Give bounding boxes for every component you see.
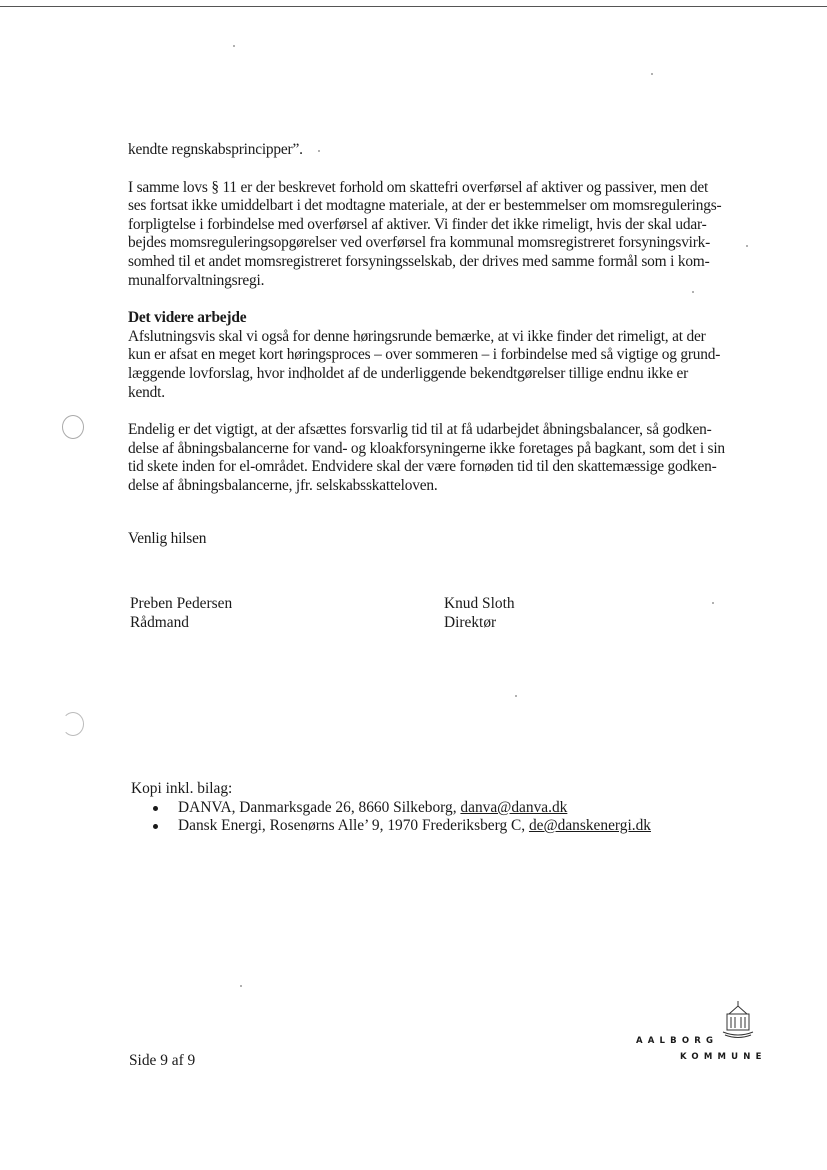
- copy-list: [131, 780, 651, 836]
- scan-speck: [233, 45, 235, 47]
- list-item: Dansk Energi, Rosenørns Alle’ 9, 1970 Frederiksberg C, de@danskenergi.dk: [131, 817, 651, 836]
- closing-greeting: Venlig hilsen: [128, 529, 207, 547]
- text-line: I samme lovs § 11 er der beskrevet forhold om skattefri overførsel af aktiver og passiver, men det: [128, 178, 709, 196]
- text-line: ses fortsat ikke umiddelbart i det modtagne materiale, at der er bestemmelser om momsregulerings-: [128, 197, 722, 215]
- section-heading: Det videre arbejde: [128, 309, 247, 327]
- email-link[interactable]: danva@danva.dk: [460, 798, 568, 816]
- paragraph-continuation: kendte regnskabsprincipper”.: [128, 141, 303, 158]
- text-line: bejdes momsreguleringsopgørelser ved overførsel fra kommunal momsregistreret forsyningsvirk-: [128, 234, 711, 252]
- scan-speck: [240, 985, 242, 987]
- copy-list-label: Kopi inkl. bilag:: [131, 780, 233, 797]
- signatory-name: Preben Pedersen: [130, 595, 233, 612]
- text-line: somhed til et andet momsregistreret forsyningsselskab, der drives med samme formål som i kom-: [128, 252, 710, 270]
- text-line: kendt.: [128, 383, 165, 401]
- signatory-title: Rådmand: [130, 613, 189, 631]
- signatory-title: Direktør: [444, 613, 497, 631]
- list-item: DANVA, Danmarksgade 26, 8660 Silkeborg, danva@danva.dk: [131, 799, 651, 818]
- signature-left: [130, 595, 232, 632]
- paragraph-hearing-process: [128, 328, 748, 402]
- email-link[interactable]: de@danskenergi.dk: [528, 817, 651, 835]
- signature-right: [444, 595, 515, 632]
- text-line: læggende lovforslag, hvor indholdet af de underliggende bekendtgørelser tillige endnu ikke er: [128, 364, 689, 382]
- scan-speck: [651, 73, 653, 75]
- text-line: kun er afsat en meget kort høringsproces – over sommeren – i forbindelse med så vigtige og grund-: [128, 346, 721, 364]
- text-line: munalforvaltningsregi.: [128, 271, 265, 289]
- text-line: Afslutningsvis skal vi også for denne høringsrunde bemærke, at vi ikke finder det rimeligt, at der: [128, 327, 706, 345]
- scan-speck: [515, 695, 517, 697]
- paragraph-opening-balances: [128, 421, 748, 495]
- aalborg-kommune-logo: [636, 1000, 771, 1068]
- page-number: Side 9 af 9: [129, 1052, 196, 1069]
- scan-speck: [712, 602, 714, 604]
- punch-hole-upper: [62, 415, 84, 439]
- letter-body: [128, 141, 748, 548]
- text-line: tid skete inden for el-området. Endvidere skal der være fornøden tid til den skattemæssige godken-: [128, 458, 717, 476]
- text-line: forpligtelse i forbindelse med overførsel af aktiver. Vi finder det ikke rimeligt, hvis der skal udar-: [128, 215, 707, 233]
- top-scan-edge: [0, 6, 827, 7]
- text-line: delse af åbningsbalancerne for vand- og kloakforsyningerne ikke foretages på bagkant, som det i sin: [128, 439, 725, 457]
- text-line: delse af åbningsbalancerne, jfr. selskabsskatteloven.: [128, 476, 438, 494]
- punch-hole-lower: [62, 712, 84, 736]
- text-line: Endelig er det vigtigt, at der afsættes forsvarlig tid til at få udarbejdet åbningsbalancer, så godken-: [128, 421, 712, 439]
- city-crest-icon: [721, 1000, 755, 1040]
- signatory-name: Knud Sloth: [444, 595, 515, 612]
- logo-text-aalborg: AALBORG: [636, 1036, 719, 1046]
- paragraph-vat-regulation: [128, 179, 748, 291]
- logo-text-kommune: KOMMUNE: [680, 1052, 767, 1062]
